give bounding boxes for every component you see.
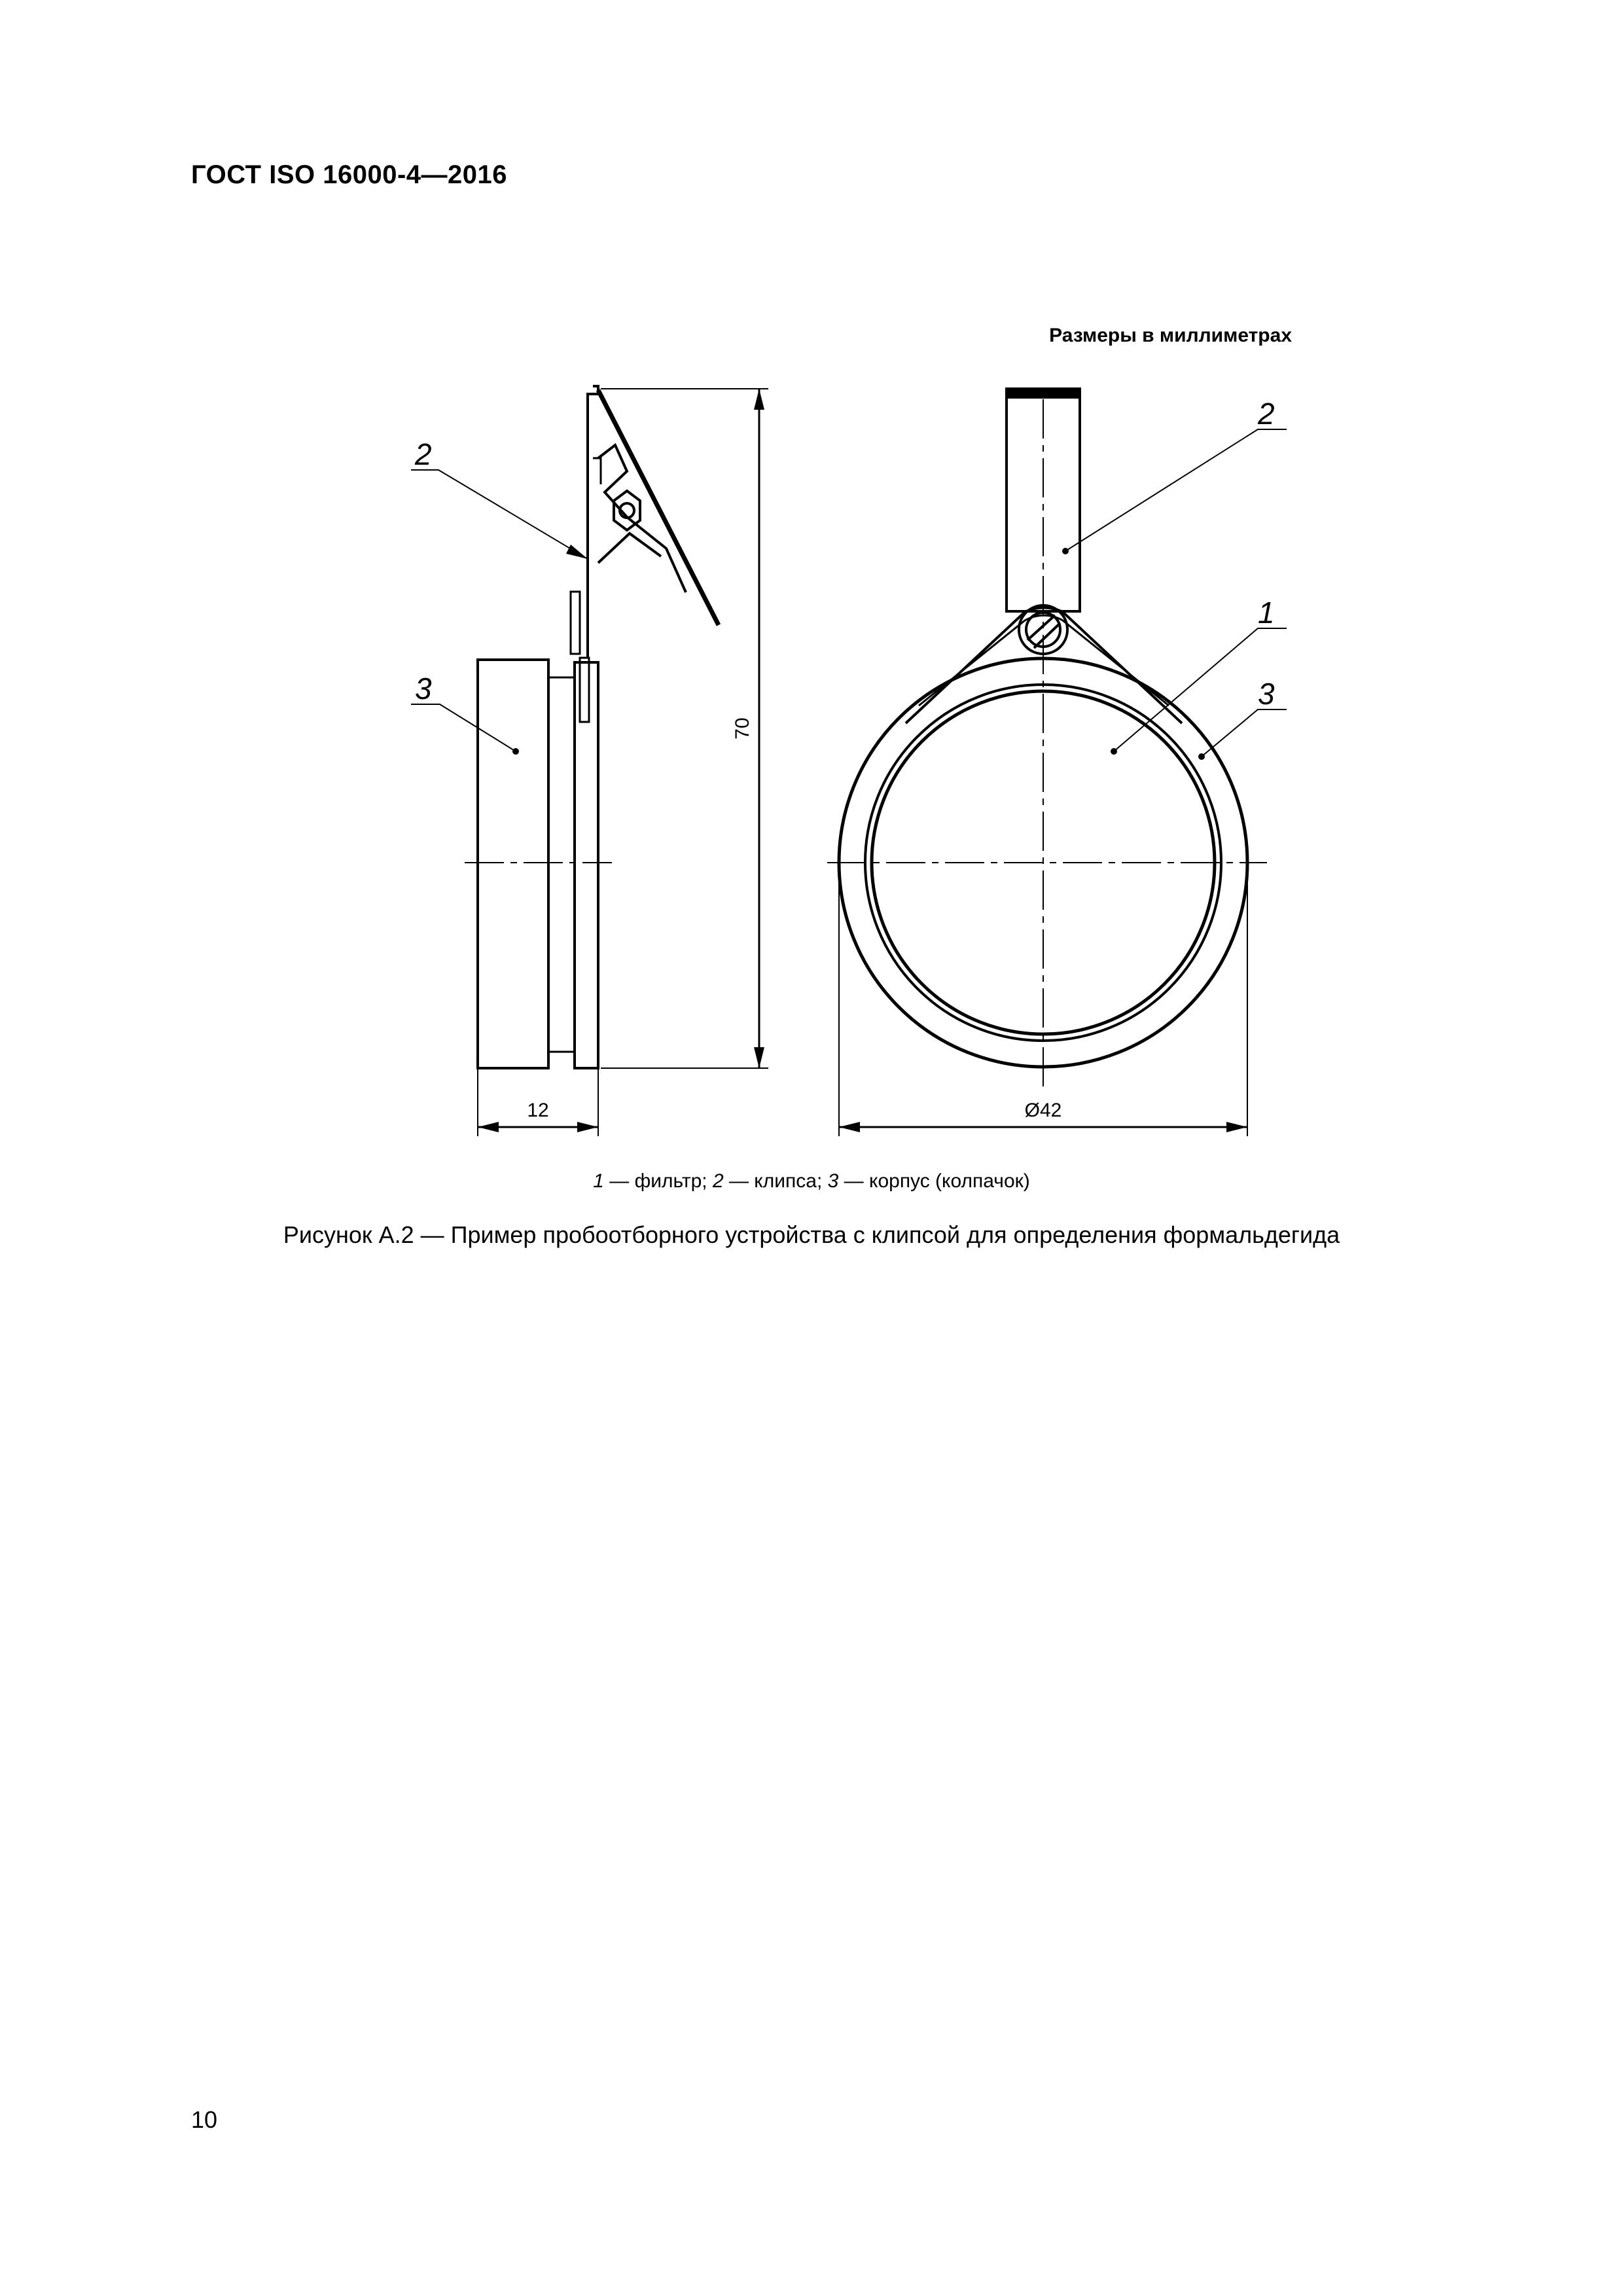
callout-side-body: 3 [415, 672, 432, 706]
figure-legend [0, 1170, 1623, 1193]
callout-front-clip: 2 [1258, 397, 1275, 431]
units-note: Размеры в миллиметрах [1049, 325, 1292, 346]
legend-text-1: — фильтр; [603, 1170, 713, 1192]
callout-front-body: 3 [1258, 677, 1275, 711]
thickness-dimension-text: 12 [527, 1100, 549, 1121]
side-hub [548, 677, 575, 1052]
side-body [478, 660, 548, 1068]
standard-header: ГОСТ ISO 16000-4—2016 [191, 160, 507, 189]
side-view [411, 386, 768, 1136]
side-clip-tab [571, 592, 580, 654]
callout-side-clip: 2 [415, 437, 432, 471]
legend-text-3: — корпус (колпачок) [838, 1170, 1030, 1192]
legend-text-2: — клипса; [723, 1170, 828, 1192]
side-clip-jaw [588, 386, 598, 658]
legend-num-1: 1 [593, 1170, 604, 1192]
figure-caption: Рисунок А.2 — Пример пробоотборного устройства с клипсой для определения формальдегида [283, 1221, 1340, 1248]
legend-num-3: 3 [827, 1170, 839, 1192]
side-plate [575, 662, 598, 1068]
diameter-dimension-text: Ø42 [1024, 1100, 1062, 1121]
front-view [827, 389, 1287, 1136]
page-number: 10 [191, 2106, 218, 2133]
side-clip-lever [598, 390, 719, 625]
side-clip-tab-lower [580, 658, 589, 722]
callout-front-filter: 1 [1258, 596, 1275, 630]
height-dimension-text: 70 [732, 717, 753, 740]
side-clip-hinge [614, 491, 640, 530]
legend-num-2: 2 [712, 1170, 724, 1192]
